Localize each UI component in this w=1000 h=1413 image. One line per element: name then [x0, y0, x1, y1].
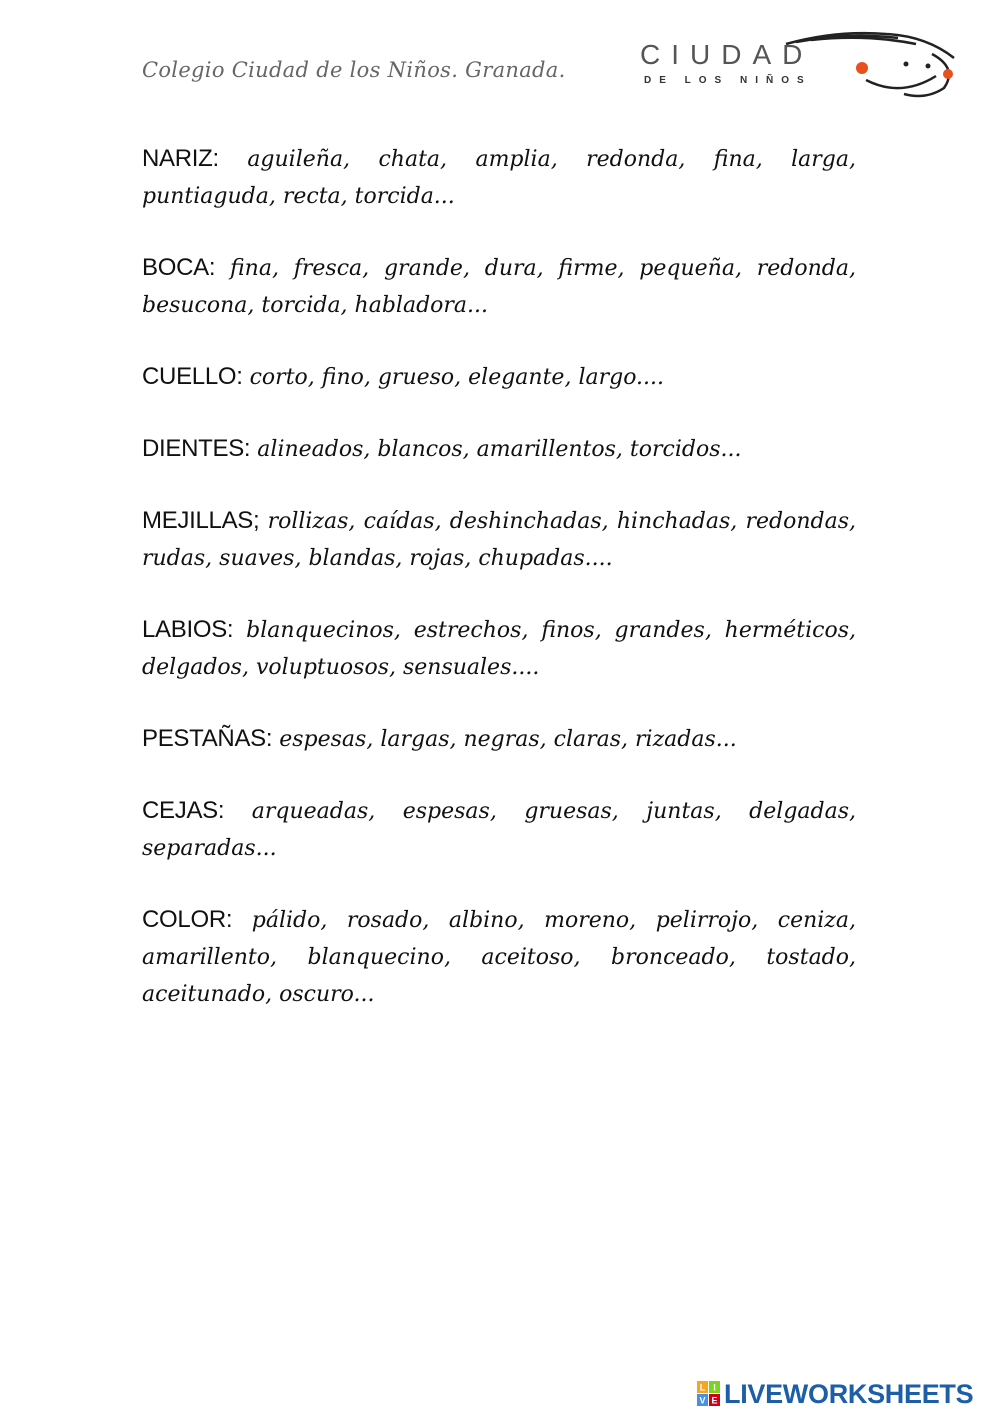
entry-boca [142, 249, 856, 324]
entry-cuello [142, 358, 856, 396]
entry-text: pálido, rosado, albino, moreno, pelirrojo, ceniza, amarillento, blanquecino, aceitoso, bronceado, tostado, aceitunado, oscuro... [142, 908, 856, 1007]
entry-dientes [142, 430, 856, 468]
school-name: Colegio Ciudad de los Niños. Granada. [142, 58, 566, 82]
entry-color [142, 901, 856, 1013]
entry-label: BOCA: [142, 254, 216, 281]
logo-bottom-text: DE LOS NIÑOS [644, 75, 812, 86]
entry-text: alineados, blancos, amarillentos, torcidos... [257, 437, 742, 462]
logo-top-text: CIUDAD [640, 39, 814, 70]
entry-pestanas [142, 720, 856, 758]
entry-nariz [142, 140, 856, 215]
badge-letter-e: E [711, 1395, 718, 1406]
entry-text: blanquecinos, estrechos, finos, grandes, herméticos, delgados, voluptuosos, sensuales.... [142, 618, 856, 680]
entry-text: fina, fresca, grande, dura, firme, pequeña, redonda, besucona, torcida, habladora... [142, 256, 856, 318]
liveworksheets-brand[interactable]: LIVEWORKSHEETS [724, 1378, 974, 1409]
logo-cheek-icon [943, 69, 953, 79]
vocabulary-list [142, 118, 856, 1047]
entry-label: MEJILLAS; [142, 507, 260, 534]
logo-eye-left-icon [904, 62, 909, 67]
entry-text: aguileña, chata, amplia, redonda, fina, larga, puntiaguda, recta, torcida... [142, 147, 857, 209]
entry-text: corto, fino, grueso, elegante, largo.... [249, 365, 665, 390]
entry-cejas [142, 792, 856, 867]
entry-label: NARIZ: [142, 145, 219, 172]
logo-eye-right-icon [926, 64, 931, 69]
badge-letter-l: L [699, 1382, 706, 1393]
entry-text: espesas, largas, negras, claras, rizadas... [279, 727, 737, 752]
liveworksheets-footer[interactable] [697, 1378, 973, 1410]
entry-text: arqueadas, espesas, gruesas, juntas, delgadas, separadas... [142, 799, 856, 861]
entry-label: DIENTES: [142, 435, 251, 462]
logo-face-icon [904, 54, 949, 96]
badge-letter-v: V [699, 1395, 706, 1406]
entry-label: CUELLO: [142, 363, 243, 390]
entry-label: COLOR: [142, 906, 233, 933]
entry-label: CEJAS: [142, 797, 225, 824]
logo-mouth-icon [866, 76, 936, 88]
entry-text: rollizas, caídas, deshinchadas, hinchadas, redondas, rudas, suaves, blandas, rojas, chupadas.... [142, 509, 856, 571]
liveworksheets-badge-icon [697, 1381, 721, 1407]
logo-nose-icon [856, 62, 868, 74]
badge-letter-i: I [713, 1382, 716, 1393]
entry-labios [142, 611, 856, 686]
entry-label: PESTAÑAS: [142, 725, 273, 752]
entry-mejillas [142, 502, 856, 577]
ciudad-logo [636, 28, 958, 100]
entry-label: LABIOS: [142, 616, 234, 643]
